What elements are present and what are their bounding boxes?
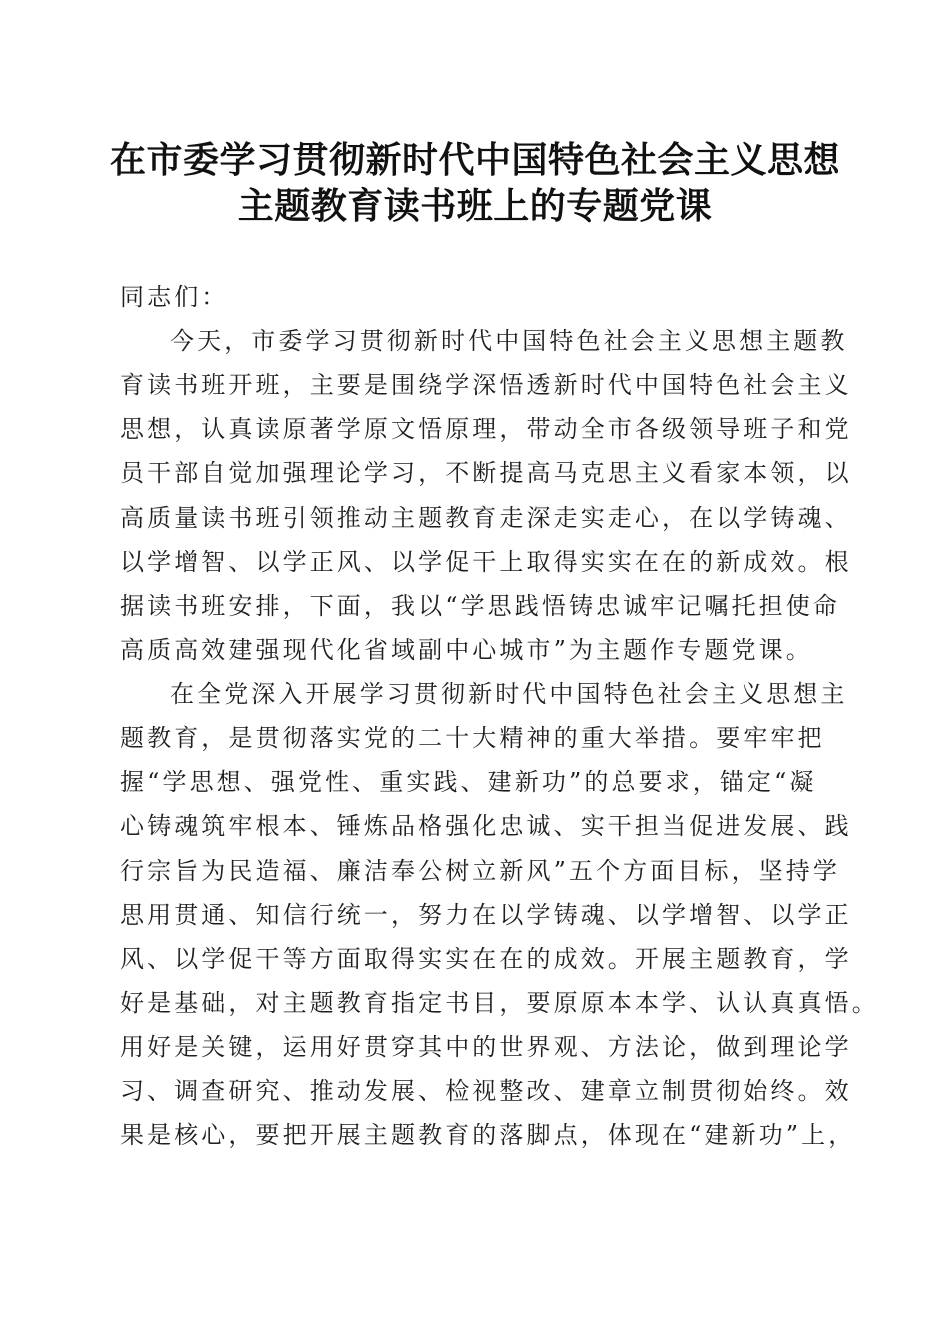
paragraph-2-line: 握“学思想、强党性、重实践、建新功”的总要求，锚定“凝 — [120, 768, 817, 796]
paragraph-2-line: 风、以学促干等方面取得实实在在的成效。开展主题教育，学 — [120, 945, 852, 973]
paragraph-1-line: 员干部自觉加强理论学习，不断提高马克思主义看家本领，以 — [120, 459, 852, 487]
paragraph-2-line: 题教育，是贯彻落实党的二十大精神的重大举措。要牢牢把 — [120, 724, 825, 752]
paragraph-1-line: 高质高效建强现代化省域副中心城市”为主题作专题党课。 — [120, 636, 813, 664]
paragraph-2-line: 思用贯通、知信行统一，努力在以学铸魂、以学增智、以学正 — [120, 901, 852, 929]
paragraph-2-line: 行宗旨为民造福、廉洁奉公树立新风”五个方面目标，坚持学 — [120, 857, 840, 885]
paragraph-2-line: 果是核心，要把开展主题教育的落脚点，体现在“建新功”上， — [120, 1121, 856, 1149]
document-title-line-2: 主题教育读书班上的专题党课 — [237, 186, 713, 227]
paragraph-2-line: 在全党深入开展学习贯彻新时代中国特色社会主义思想主 — [170, 680, 848, 708]
paragraph-1-line: 高质量读书班引领推动主题教育走深走实走心，在以学铸魂、 — [120, 504, 852, 532]
salutation: 同志们： — [120, 283, 229, 311]
paragraph-1-line: 今天，市委学习贯彻新时代中国特色社会主义思想主题教 — [170, 327, 848, 355]
paragraph-1-line: 育读书班开班，主要是围绕学深悟透新时代中国特色社会主义 — [120, 371, 852, 399]
paragraph-2-line: 心铸魂筑牢根本、锤炼品格强化忠诚、实干担当促进发展、践 — [120, 812, 852, 840]
paragraph-1-line: 据读书班安排，下面，我以“学思践悟铸忠诚牢记嘱托担使命 — [120, 592, 840, 620]
paragraph-2-line: 习、调查研究、推动发展、检视整改、建章立制贯彻始终。效 — [120, 1077, 852, 1105]
paragraph-1-line: 以学增智、以学正风、以学促干上取得实实在在的新成效。根 — [120, 548, 852, 576]
document-title-line-1: 在市委学习贯彻新时代中国特色社会主义思想 — [109, 140, 840, 181]
paragraph-2-line: 用好是关键，运用好贯穿其中的世界观、方法论，做到理论学 — [120, 1033, 852, 1061]
paragraph-2-line: 好是基础，对主题教育指定书目，要原原本本学、认认真真悟。 — [120, 989, 879, 1017]
paragraph-1-line: 思想，认真读原著学原文悟原理，带动全市各级领导班子和党 — [120, 415, 852, 443]
